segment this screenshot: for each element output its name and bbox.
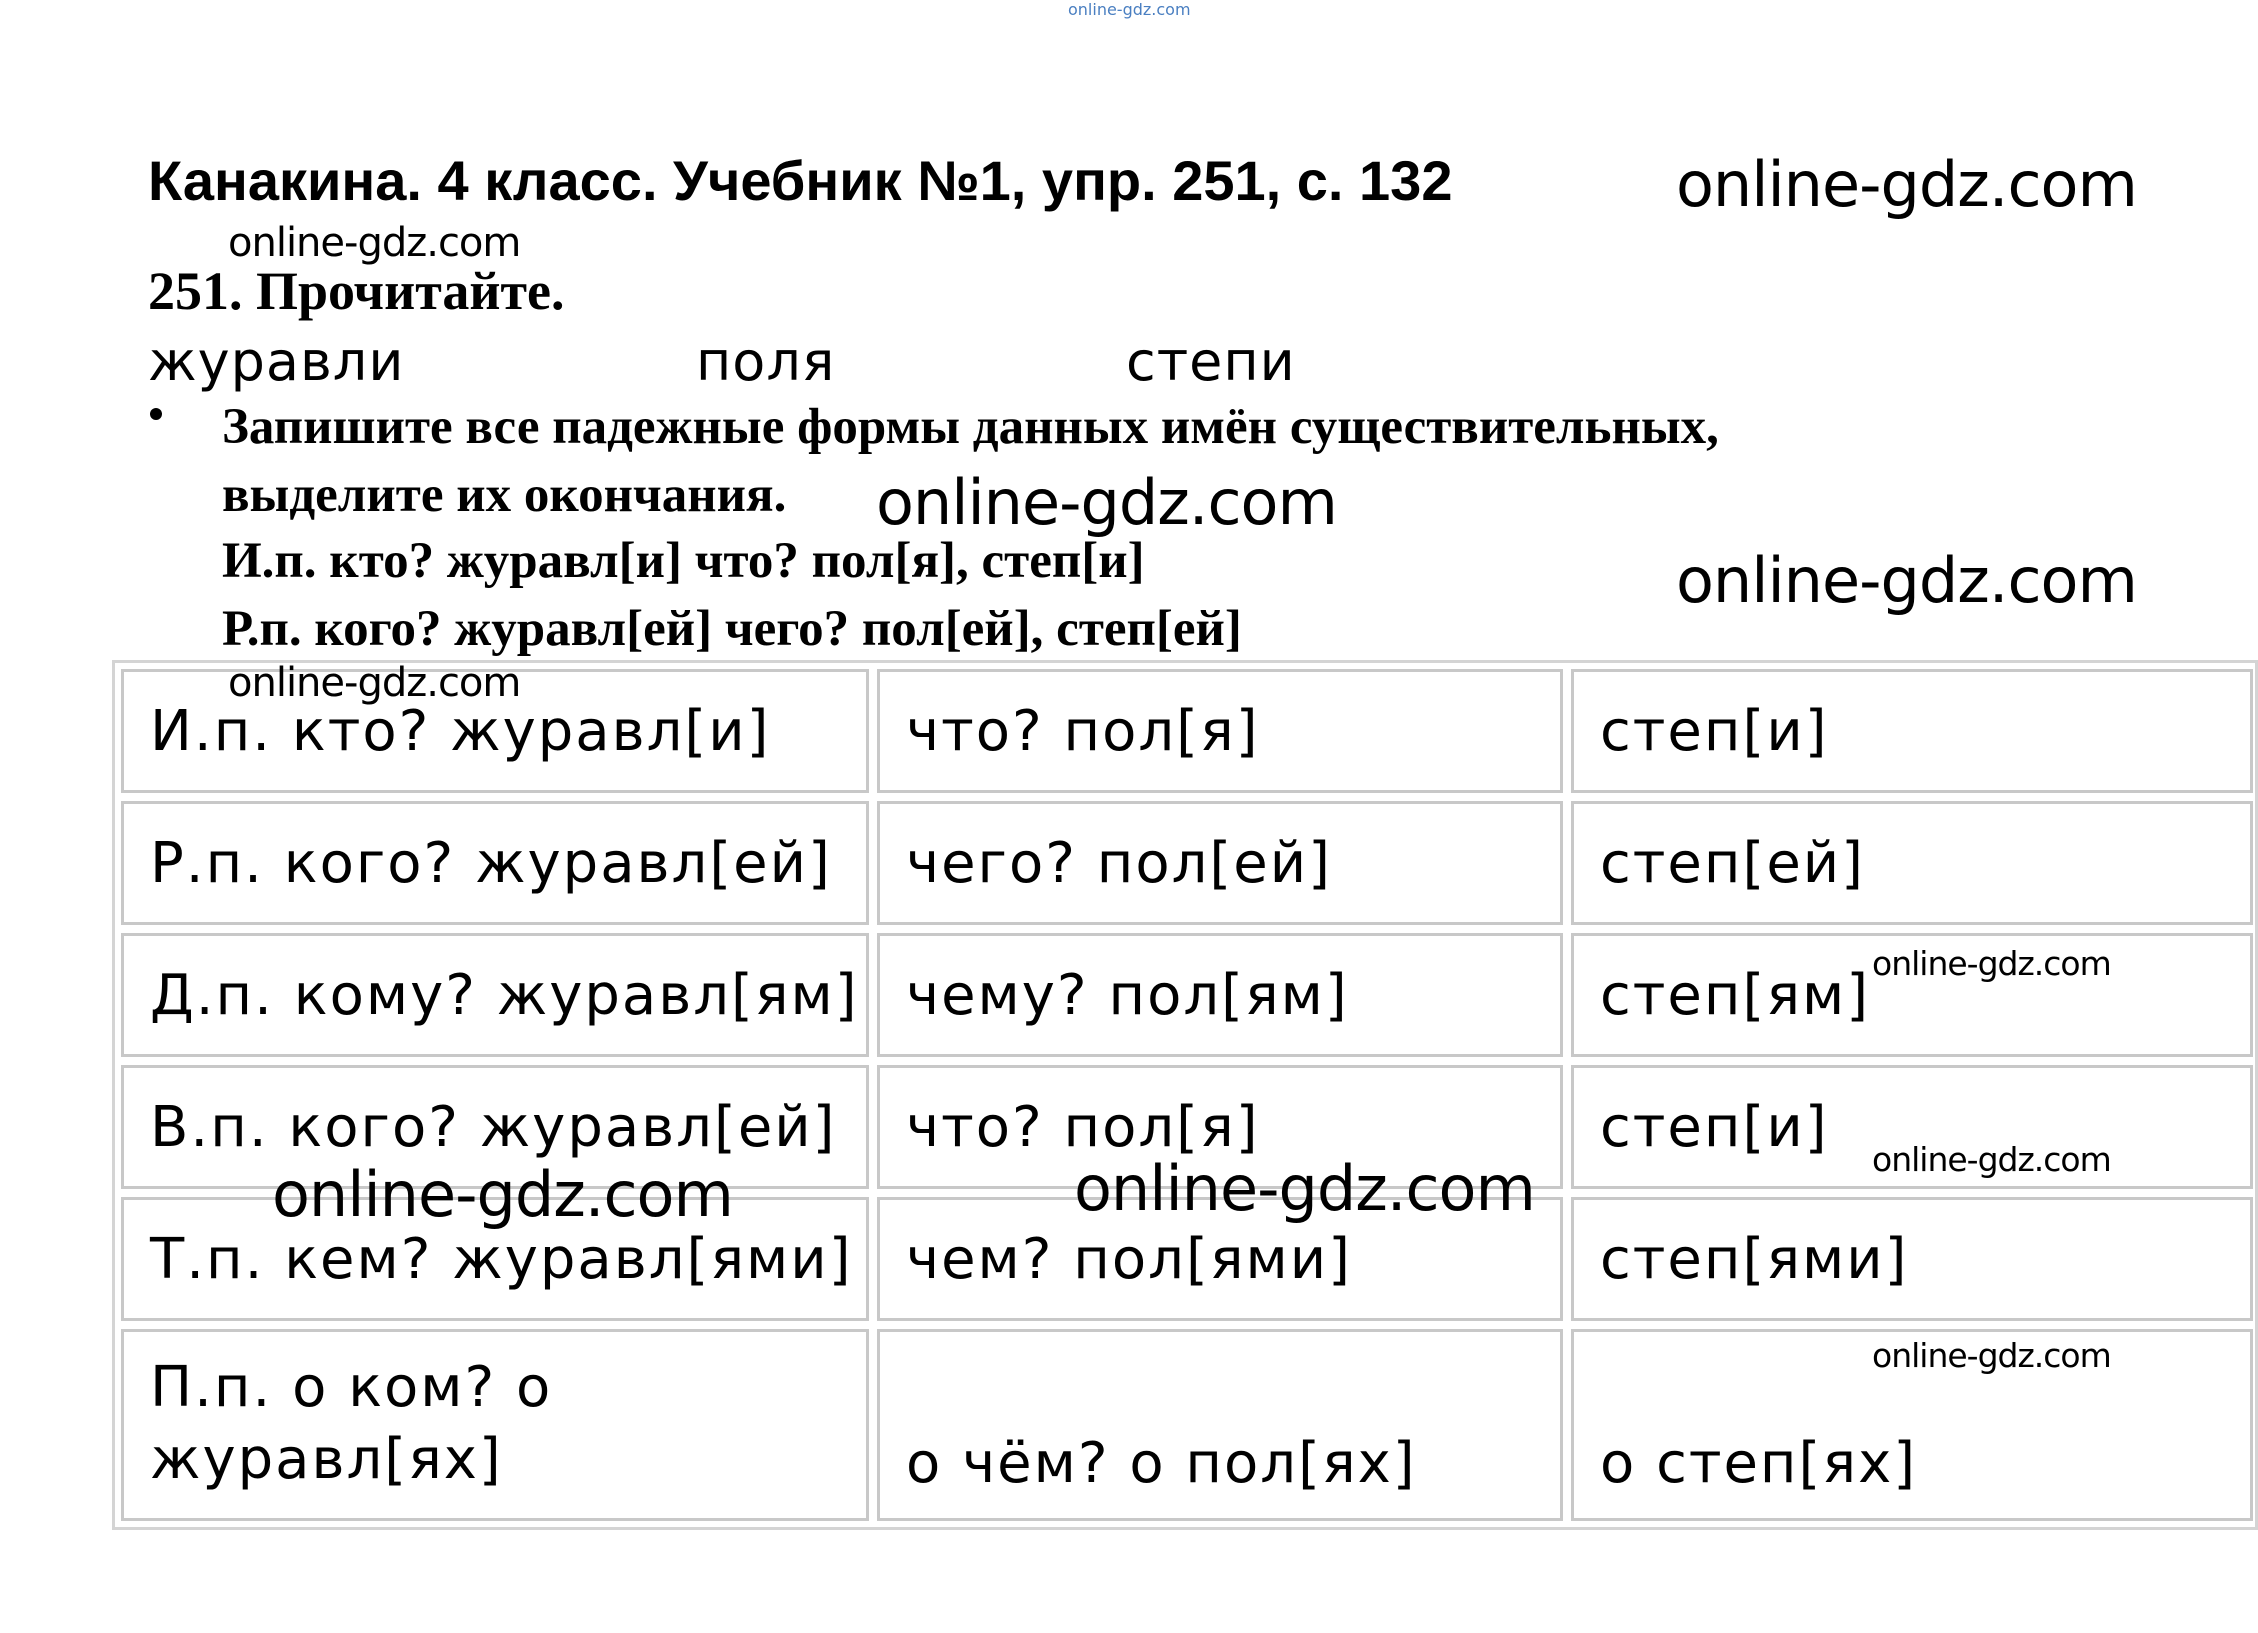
task-text-line1: Запишите все падежные формы данных имён существительных, bbox=[222, 399, 1719, 455]
table-cell: степ[и] bbox=[1571, 1065, 2253, 1189]
table-cell: П.п. о ком? о журавл[ях] bbox=[121, 1329, 869, 1521]
table-cell: чем? пол[ями] bbox=[877, 1197, 1563, 1321]
table-cell: степ[и] bbox=[1571, 669, 2253, 793]
table-cell: чего? пол[ей] bbox=[877, 801, 1563, 925]
table-cell: Р.п. кого? журавл[ей] bbox=[121, 801, 869, 925]
watermark-text: online-gdz.com bbox=[228, 660, 521, 706]
word-fields: поля bbox=[696, 330, 836, 393]
page-title: Канакина. 4 класс. Учебник №1, упр. 251, с. 132 bbox=[148, 149, 1453, 212]
table-cell: Т.п. кем? журавл[ями] bbox=[121, 1197, 869, 1321]
watermark-text: online-gdz.com bbox=[228, 220, 521, 266]
table-cell: Д.п. кому? журавл[ям] bbox=[121, 933, 869, 1057]
watermark-text: online-gdz.com bbox=[1074, 1152, 1535, 1225]
table-cell: степ[ям] bbox=[1571, 933, 2253, 1057]
table-cell: чему? пол[ям] bbox=[877, 933, 1563, 1057]
task-text-line2: выделите их окончания. bbox=[222, 467, 787, 523]
example-line2: Р.п. кого? журавл[ей] чего? пол[ей], степ[ей] bbox=[222, 601, 1242, 657]
watermark-text: online-gdz.com bbox=[1872, 1336, 2111, 1375]
table-cell: В.п. кого? журавл[ей] bbox=[121, 1065, 869, 1189]
watermark-text: online-gdz.com bbox=[1676, 148, 2137, 221]
table-cell: степ[ями] bbox=[1571, 1197, 2253, 1321]
watermark-text: online-gdz.com bbox=[876, 466, 1337, 539]
word-steppes: степи bbox=[1126, 330, 1296, 393]
exercise-title: 251. Прочитайте. bbox=[148, 261, 565, 321]
watermark-text: online-gdz.com bbox=[1872, 944, 2111, 983]
example-line1: И.п. кто? журавл[и] что? пол[я], степ[и] bbox=[222, 533, 1145, 589]
word-cranes: журавли bbox=[148, 330, 405, 393]
top-watermark: online-gdz.com bbox=[1068, 0, 1191, 19]
watermark-text: online-gdz.com bbox=[272, 1158, 733, 1231]
watermark-text: online-gdz.com bbox=[1872, 1140, 2111, 1179]
watermark-text: online-gdz.com bbox=[1676, 544, 2137, 617]
table-cell: И.п. кто? журавл[и] bbox=[121, 669, 869, 793]
table-cell: о степ[ях] bbox=[1571, 1329, 2253, 1521]
case-table bbox=[112, 660, 2258, 1530]
table-cell: о чём? о пол[ях] bbox=[877, 1329, 1563, 1521]
table-cell: степ[ей] bbox=[1571, 801, 2253, 925]
table-cell: что? пол[я] bbox=[877, 669, 1563, 793]
bullet-icon bbox=[150, 408, 162, 420]
table-cell: что? пол[я] bbox=[877, 1065, 1563, 1189]
